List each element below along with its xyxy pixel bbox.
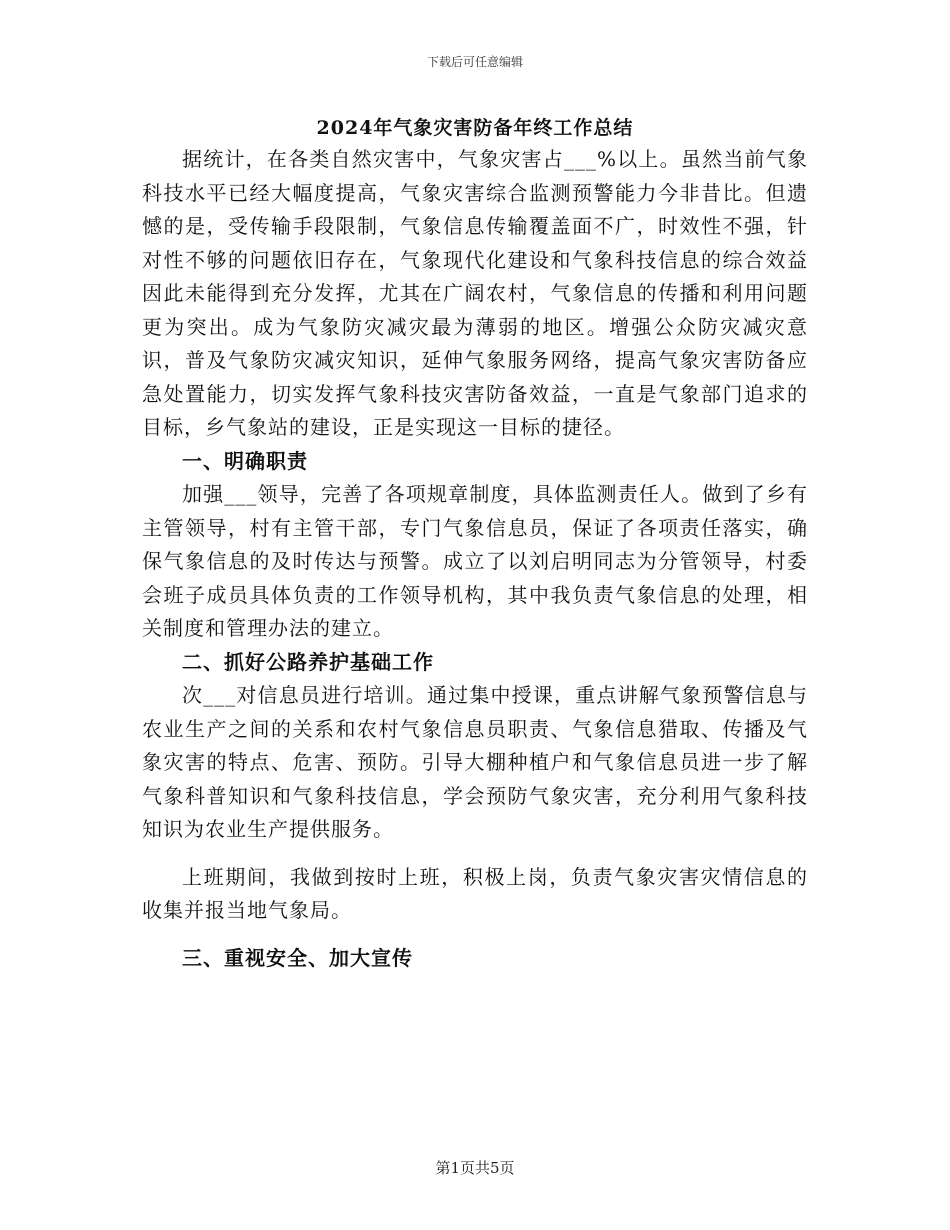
document-title: 2024年气象灾害防备年终工作总结: [316, 117, 634, 139]
section-heading-1: 一、明确职责: [182, 448, 308, 473]
page-number: 第1页共5页: [435, 1159, 515, 1177]
section-heading-3: 三、重视安全、加大宣传: [182, 945, 413, 970]
header-note: 下载后可任意编辑: [426, 55, 523, 69]
document-body: [142, 143, 808, 975]
section-heading-2: 二、抓好公路养护基础工作: [182, 649, 434, 674]
intro-paragraph: 据统计，在各类自然灾害中，气象灾害占___%以上。虽然当前气象科技水平已经大幅度提高，气象灾害综合监测预警能力今非昔比。但遗憾的是，受传输手段限制，气象信息传输覆盖面不广，时效性不强，针对性不够的问题依旧存在，气象现代化建设和气象科技信息的综合效益因此未能得到充分发挥，尤其在广阔农村，气象信息的传播和利用问题更为突出。成为气象防灾减灾最为薄弱的地区。增强公众防灾减灾意识，普及气象防灾减灾知识，延伸气象服务网络，提高气象灾害防备应急处置能力，切实发挥气象科技灾害防备效益，一直是气象部门追求的目标，乡气象站的建设，正是实现这一目标的捷径。: [142, 147, 808, 439]
section2-paragraph-1: 次___对信息员进行培训。通过集中授课，重点讲解气象预警信息与农业生产之间的关系和农村气象信息员职责、气象信息猎取、传播及气象灾害的特点、危害、预防。引导大棚种植户和气象信息员进一步了解气象科普知识和气象科技信息，学会预防气象灾害，充分利用气象科技知识为农业生产提供服务。: [142, 683, 808, 841]
section1-paragraph: 加强___领导，完善了各项规章制度，具体监测责任人。做到了乡有主管领导，村有主管干部，专门气象信息员，保证了各项责任落实，确保气象信息的及时传达与预警。成立了以刘启明同志为分管领导，村委会班子成员具体负责的工作领导机构，其中我负责气象信息的处理，相关制度和管理办法的建立。: [142, 482, 808, 640]
section2-paragraph-2: 上班期间，我做到按时上班，积极上岗，负责气象灾害灾情信息的收集并报当地气象局。: [142, 864, 808, 922]
